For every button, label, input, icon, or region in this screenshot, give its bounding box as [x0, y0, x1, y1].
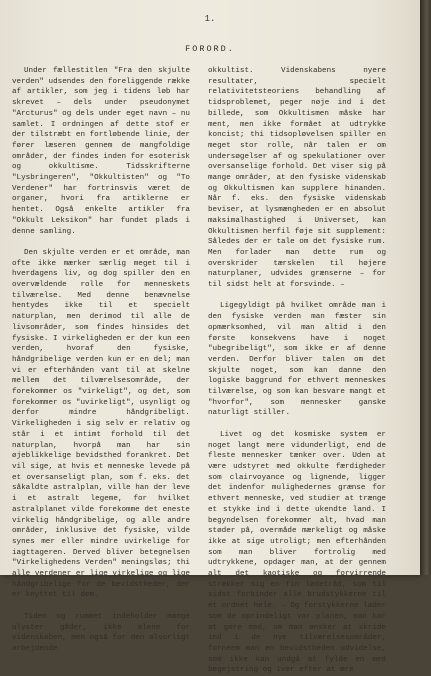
paragraph: Tiden og rummet indeholder mange ulyster gåder, ikke alene for videnskaben, men også for den alvorligt arbejdende — [12, 612, 190, 653]
page-heading: FORORD. — [185, 44, 235, 54]
paragraph: Livet og det kosmiske system er noget langt mere vidunderligt, end de fleste mennesker tænker over. Uden at være udstyret med okkulte færdigheder som clairvoyance og lignende, ligger det indenfor mulighedernes grænse for ethvert menneske, ved studier at trænge et stykke ind i dette ukendte land. I begyndelsen forekommer alt, hvad man støder på, overmåde mærkeligt og måske ikke at sige utroligt; men efterhånden som man bliver fortrolig med udtrykkene, opdager man, at der gennem alt det kaotiske og forvirrende strækker sig en fin lødetråd, som til sidst forbinder alle brudstykkerne til et ordnet hele. – Og forstykkerne lader som de oprindeligt var planen, man har at gøre med, om man ønsker at skride ind i de nye tilværelsesområder, forneem man en bevidstheden udvidelse, som ikke kan undgå at fylde en med begejstring og iver efter at ære — [208, 430, 386, 675]
page-edge — [420, 0, 431, 575]
paragraph: okkultist. Videnskabens nyere resultater, specielt relativitetsteoriens behandling af tidsproblemet, peger nøje ind i det billede, som Okkultismen måske har ment, men ikke formået at udtrykke koncist; thi tidsopløvelsen spiller en meget stor rolle, når talen er om undersøgelser af og spekulationer over oversanselige forhold. Det viser sig på mange områder, at den fysiske videnskab og Okkultismen kan supplere hinanden. Når f. eks. den fysiske videnskab beviser, at lysmængheden er en absolut maksimalhastighed i Universet, kan Okkultismen herfil føje sit supplement: Således der er tale om det fysiske rum. Men forlader man dette rum og overskrider tærskelen til højere naturplaner, udvides grænserne – for til sidst helt at forsvinde. – — [208, 67, 386, 290]
page-number: 1. — [204, 14, 216, 24]
right-column — [208, 66, 386, 676]
paragraph: Ligegyldigt på hvilket område man i den fysiske verden man fæster sin opmærksomhed, vil man altid i den første konsekvens have i noget "ubegribeligt", som ikke er af denne verden. Derfor bliver talen om det skjulte noget, som kan danne den logiske baggrund for ethvert menneskes tilværelse, og som kan besvare mangt et "hvorfor", som mennesker ganske naturligt stiller. — [208, 302, 386, 418]
paragraph: Under fællestitlen "Fra den skjulte verden" udsendes den foreliggende række af artikler, som jeg i tidens løb har skrevet – dels under pseudonymet "Arcturus" og dels under eget navn – nu samlet. I ordningen af dette stof er der tilstræbt en fortløbende linie, der fører læseren gennem de mangfoldige områder, der findes inden for esoterisk og okkultisme. Tidsskrifterne "Lysbringeren", "Okkultisten" og "To Verdener" har fortrinsvis været de organer, hvori fra artiklerne er hentet. Også enkelte artikler fra "Okkult Leksikon" har fundet plads i denne samling. — [12, 67, 190, 236]
paragraph: Den skjulte verden er et område, man ofte ikke mærker særlig meget til i hverdagens liv, og dog spiller den en overvældende rolle for menneskets tilværelse. Med denne benævnelse hentydes ikke til et specielt naturplan, men derimod til alle de livsområder, som findes hinsides det fysiske. I virkeligheden er der kun een verden, hvoraf den fysiske, håndgribelige verden kun er en del; man vi er efterhånden vant til at skelne mellem det tilværelsesområde, der forekommer os "virkeligt", og det, som forekommer os "uvirkeligt", usynligt og derfor mindre håndgribeligt. Virkeligheden i sig selv er relativ og står i et intimt forhold til det naturplan, hvorpå man har sin øjeblikkelige bevidsthed forankret. Det vil sige, at hvis et menneske levede på et oversanseligt plan, som f. eks. det såkaldte astralplan, ville han der leve i et astralt legeme, for hvilket astralplanet vilde forekomme det eneste virkelig håndgribelige, og alle andre områder, inklusive det fysiske, vilde synes mer eller mindre uvirkelige for iagttageren. Derved bliver betegnelsen "Virkelighedens Verden" meningsløs; thi alle verdener er lige virkelige og lige håndgribelige for de bevidstheder, der er knyttet til dem. — [12, 248, 190, 600]
left-column — [12, 66, 190, 655]
